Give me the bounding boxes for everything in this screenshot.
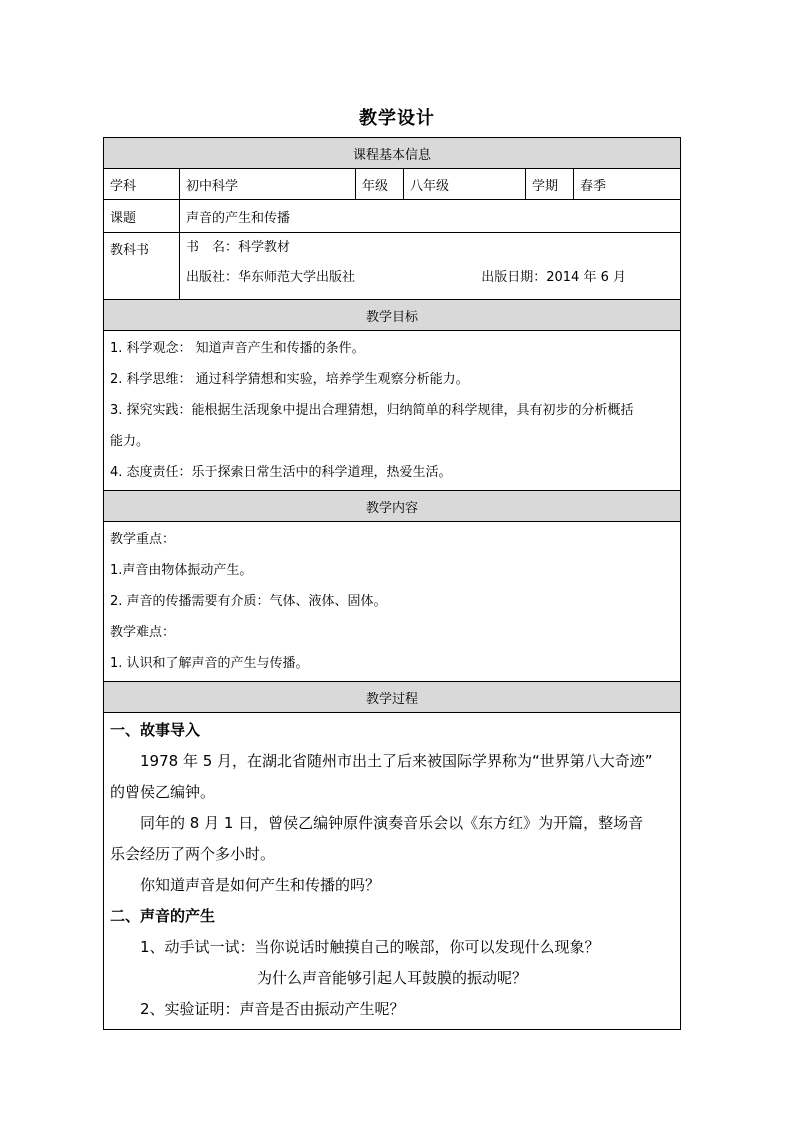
- objectives-header: 教学目标: [104, 300, 681, 331]
- process-body: [104, 713, 681, 1030]
- section-title: 二、声音的产生: [110, 907, 216, 925]
- paragraph: 的曾侯乙编钟。: [110, 783, 216, 801]
- paragraph: 乐会经历了两个多小时。: [110, 845, 276, 863]
- lesson-plan-table: [103, 137, 681, 1030]
- term-label: 学期: [526, 169, 574, 200]
- publisher: 出版社：华东师范大学出版社: [186, 270, 356, 285]
- subject-label: 学科: [104, 169, 180, 200]
- objective-item: 2. 科学思维： 通过科学猜想和实验，培养学生观察分析能力。: [110, 372, 469, 387]
- topic-label: 课题: [104, 200, 180, 233]
- content-line: 教学重点：: [110, 532, 176, 547]
- objective-item: 3. 探究实践：能根据生活现象中提出合理猜想，归纳简单的科学规律，具有初步的分析概括: [110, 403, 634, 418]
- textbook-info: [180, 233, 681, 300]
- process-header: 教学过程: [104, 682, 681, 713]
- section-title: 一、故事导入: [110, 721, 201, 739]
- term-value: 春季: [574, 169, 681, 200]
- paragraph: 为什么声音能够引起人耳鼓膜的振动呢？: [257, 969, 528, 987]
- paragraph: 同年的 8 月 1 日，曾侯乙编钟原件演奏音乐会以《东方红》为开篇，整场音: [140, 814, 644, 832]
- pub-date: 出版日期：2014 年 6 月: [481, 270, 626, 285]
- document-title: 教学设计: [359, 108, 435, 129]
- content-body: [104, 522, 681, 682]
- paragraph: 你知道声音是如何产生和传播的吗？: [140, 876, 381, 894]
- content-header: 教学内容: [104, 491, 681, 522]
- objective-item: 4. 态度责任：乐于探索日常生活中的科学道理，热爱生活。: [110, 465, 452, 480]
- grade-value: 八年级: [404, 169, 526, 200]
- content-line: 2. 声音的传播需要有介质：气体、液体、固体。: [110, 594, 387, 609]
- subject-value: 初中科学: [180, 169, 356, 200]
- objective-item: 能力。: [110, 434, 150, 449]
- paragraph: 1978 年 5 月，在湖北省随州市出土了后来被国际学界称为“世界第八大奇迹”: [140, 752, 653, 770]
- paragraph: 2、实验证明：声音是否由振动产生呢？: [140, 1000, 405, 1018]
- paragraph: 1、动手试一试：当你说话时触摸自己的喉部，你可以发现什么现象？: [140, 938, 600, 956]
- topic-value: 声音的产生和传播: [180, 200, 681, 233]
- objectives-body: [104, 331, 681, 491]
- basic-info-header: 课程基本信息: [104, 138, 681, 169]
- book-name: 书 名：科学教材: [186, 240, 291, 255]
- content-line: 1.声音由物体振动产生。: [110, 563, 253, 578]
- publisher-row: [186, 263, 626, 293]
- content-line: 教学难点：: [110, 625, 176, 640]
- grade-label: 年级: [356, 169, 404, 200]
- content-line: 1. 认识和了解声音的产生与传播。: [110, 656, 309, 671]
- textbook-label: 教科书: [104, 233, 180, 300]
- objective-item: 1. 科学观念： 知道声音产生和传播的条件。: [110, 341, 365, 356]
